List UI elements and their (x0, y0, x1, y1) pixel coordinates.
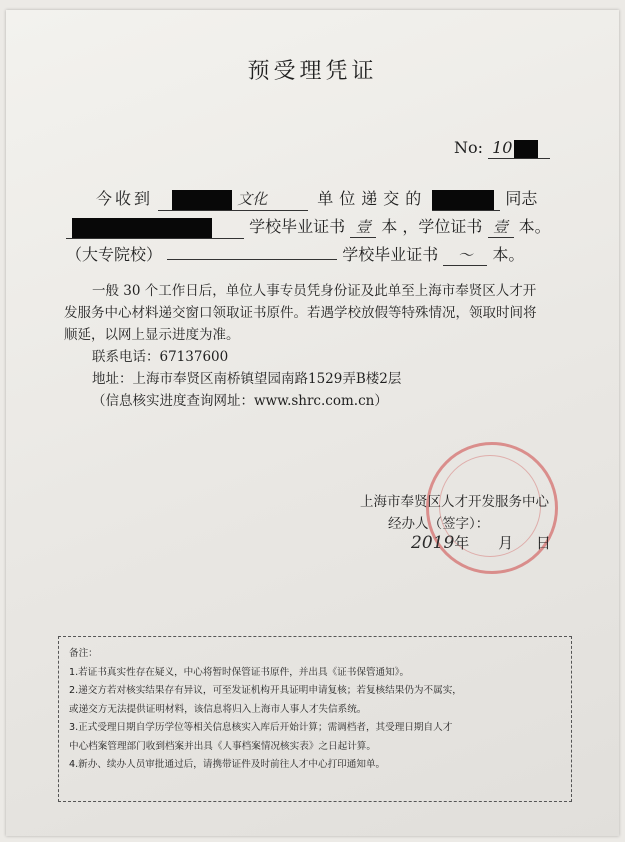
college-label: （大专院校） (66, 245, 163, 264)
school-name-field (66, 217, 244, 239)
college-end: 本。 (492, 245, 525, 264)
note-line: 或递交方无法提供证明材料，该信息将归入上海市人事人才失信系统。 (69, 703, 367, 715)
note-line: 1.若证书真实性存在疑义，中心将暂时保管证书原件，并出具《证书保管通知》。 (69, 666, 410, 678)
redaction-block (432, 190, 494, 210)
issue-date (411, 532, 551, 553)
degree-count: 壹 (488, 216, 514, 238)
receipt-prefix: 今收到 (96, 189, 154, 208)
note-line: 2.递交方若对核实结果存有异议，可至发证机构开具证明申请复核；若复核结果仍为不属实， (69, 685, 462, 696)
degree-period: 。 (534, 217, 551, 236)
notes-heading: 备注： (69, 648, 98, 659)
instruction-line: 一般 30 个工作日后，单位人事专员凭身份证及此单至上海市奉贤区人才开 (92, 283, 537, 299)
degree-label: ，学位证书 (402, 217, 483, 236)
receipt-line-2 (66, 214, 551, 239)
receipt-line-1 (96, 186, 537, 211)
receipt-suffix: 同志 (505, 189, 538, 208)
note-line: 4.新办、续办人员审批通过后，请携带证件及时前往人才中心打印通知单。 (69, 759, 386, 770)
school-cert-label: 学校毕业证书 (249, 217, 346, 236)
redaction-block (172, 190, 232, 210)
date-year: 2019 (411, 533, 455, 553)
receipt-line-3 (66, 242, 524, 266)
document-title: 预受理凭证 (247, 59, 378, 84)
year-label: 年 (454, 534, 470, 552)
instruction-line: 顺延，以网上显示进度为准。 (64, 327, 240, 343)
query-website: （信息核实进度查询网址：www.shrc.com.cn） (92, 393, 388, 409)
degree-unit: 本 (518, 217, 535, 236)
note-line: 3.正式受理日期自学历学位等相关信息核实入库后开始计算；需调档者，其受理日期自人才 (69, 722, 453, 733)
receipt-mid: 单位递交的 (317, 189, 428, 208)
unit-name-field (158, 188, 308, 211)
month-label: 月 (498, 534, 514, 552)
instructions (64, 280, 584, 412)
person-name-field (432, 189, 500, 211)
notes-box (58, 636, 572, 802)
serial-value (488, 138, 550, 159)
contact-address: 地址：上海市奉贤区南桥镇望园南路1529弄B楼2层 (92, 371, 402, 387)
redaction-block (514, 140, 538, 158)
day-label: 日 (535, 534, 551, 552)
cert-unit: 本 (381, 217, 398, 236)
serial-digits: 10 (492, 138, 513, 157)
serial-number (454, 138, 550, 159)
issuing-org: 上海市奉贤区人才开发服务中心 (360, 494, 549, 510)
unit-name-handwriting: 文化 (237, 190, 268, 208)
receipt-document (6, 10, 619, 836)
cert-count: 壹 (350, 216, 376, 238)
college-name-field (167, 259, 337, 260)
college-count: ～ (443, 244, 487, 266)
instruction-line: 发服务中心材料递交窗口领取证书原件。若遇学校放假等特殊情况，领取时间将 (64, 305, 537, 321)
college-cert-label: 学校毕业证书 (342, 245, 439, 264)
signer-label: 经办人（签字）： (388, 516, 490, 532)
contact-phone: 联系电话：67137600 (92, 349, 229, 365)
redaction-block (72, 218, 212, 238)
serial-label: No: (454, 138, 484, 157)
note-line: 中心档案管理部门收到档案并出具《人事档案情况核实表》之日起计算。 (69, 740, 376, 752)
